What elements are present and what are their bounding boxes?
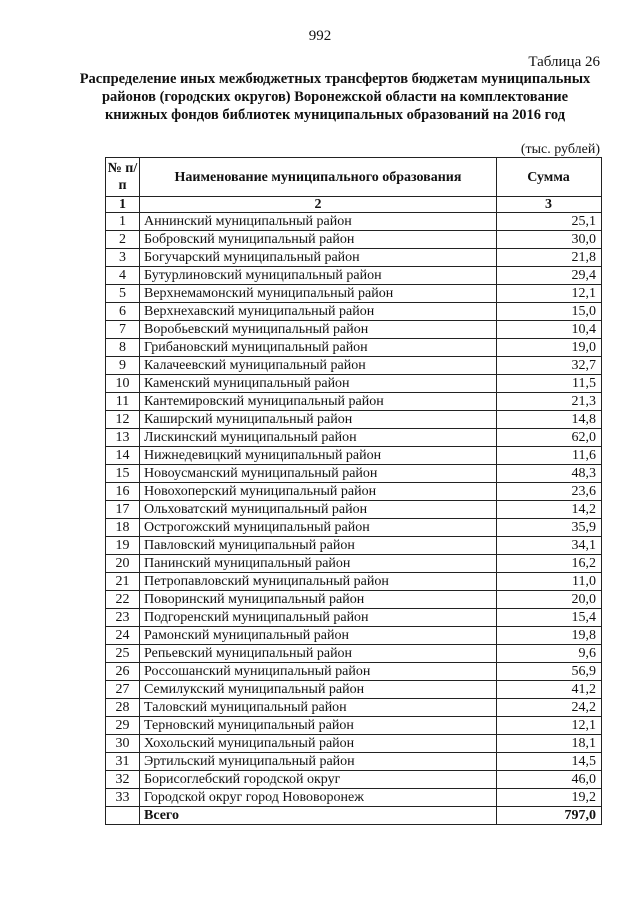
row-number: 19 [106, 537, 140, 555]
row-number: 7 [106, 321, 140, 339]
table-row [106, 483, 602, 501]
row-name: Острогожский муниципальный район [140, 519, 497, 537]
row-sum: 19,8 [497, 627, 602, 645]
row-name: Кантемировский муниципальный район [140, 393, 497, 411]
table-row [106, 465, 602, 483]
units-label: (тыс. рублей) [520, 142, 600, 157]
row-name: Бутурлиновский муниципальный район [140, 267, 497, 285]
row-name: Новоусманский муниципальный район [140, 465, 497, 483]
row-name: Грибановский муниципальный район [140, 339, 497, 357]
row-name: Терновский муниципальный район [140, 717, 497, 735]
table-row [106, 645, 602, 663]
total-sum: 797,0 [497, 807, 602, 825]
table-row [106, 249, 602, 267]
row-sum: 15,0 [497, 303, 602, 321]
row-number: 17 [106, 501, 140, 519]
table-row [106, 699, 602, 717]
row-sum: 62,0 [497, 429, 602, 447]
row-name: Россошанский муниципальный район [140, 663, 497, 681]
row-name: Семилукский муниципальный район [140, 681, 497, 699]
row-number: 9 [106, 357, 140, 375]
table-row [106, 357, 602, 375]
row-sum: 34,1 [497, 537, 602, 555]
row-name: Калачеевский муниципальный район [140, 357, 497, 375]
table-row [106, 339, 602, 357]
page-number: 992 [308, 28, 332, 44]
row-sum: 16,2 [497, 555, 602, 573]
document-title: Распределение иных межбюджетных трансфертов бюджетам муниципальных районов (городских округов) Воронежской области на комплектование книжных фондов библиотек муниципальных образований на 2016 год [79, 71, 591, 123]
table-row [106, 411, 602, 429]
row-sum: 41,2 [497, 681, 602, 699]
row-name: Каширский муниципальный район [140, 411, 497, 429]
row-name: Городской округ город Нововоронеж [140, 789, 497, 807]
row-name: Павловский муниципальный район [140, 537, 497, 555]
row-name: Воробьевский муниципальный район [140, 321, 497, 339]
table-row [106, 717, 602, 735]
table-row [106, 573, 602, 591]
row-sum: 18,1 [497, 735, 602, 753]
row-number: 22 [106, 591, 140, 609]
row-name: Богучарский муниципальный район [140, 249, 497, 267]
row-name: Хохольский муниципальный район [140, 735, 497, 753]
table-row [106, 393, 602, 411]
row-number: 20 [106, 555, 140, 573]
row-number: 32 [106, 771, 140, 789]
row-name: Верхнехавский муниципальный район [140, 303, 497, 321]
row-number: 11 [106, 393, 140, 411]
total-row [106, 807, 602, 825]
row-name: Ольховатский муниципальный район [140, 501, 497, 519]
table-row [106, 789, 602, 807]
row-number: 30 [106, 735, 140, 753]
row-number: 10 [106, 375, 140, 393]
row-name: Петропавловский муниципальный район [140, 573, 497, 591]
row-name: Борисоглебский городской округ [140, 771, 497, 789]
row-number: 12 [106, 411, 140, 429]
row-sum: 19,2 [497, 789, 602, 807]
row-sum: 46,0 [497, 771, 602, 789]
row-number: 1 [106, 213, 140, 231]
row-name: Рамонский муниципальный район [140, 627, 497, 645]
row-sum: 19,0 [497, 339, 602, 357]
table-label: Таблица 26 [528, 54, 600, 70]
table-row [106, 375, 602, 393]
row-name: Бобровский муниципальный район [140, 231, 497, 249]
row-sum: 9,6 [497, 645, 602, 663]
row-sum: 35,9 [497, 519, 602, 537]
row-name: Новохоперский муниципальный район [140, 483, 497, 501]
row-number: 2 [106, 231, 140, 249]
row-sum: 24,2 [497, 699, 602, 717]
header-number: № п/п [106, 158, 140, 197]
row-number: 24 [106, 627, 140, 645]
row-name: Эртильский муниципальный район [140, 753, 497, 771]
row-sum: 25,1 [497, 213, 602, 231]
row-name: Таловский муниципальный район [140, 699, 497, 717]
row-name: Нижнедевицкий муниципальный район [140, 447, 497, 465]
row-number: 18 [106, 519, 140, 537]
table-row [106, 735, 602, 753]
table-row [106, 663, 602, 681]
row-number: 29 [106, 717, 140, 735]
table-row [106, 447, 602, 465]
total-label: Всего [140, 807, 497, 825]
table-row [106, 321, 602, 339]
table-row [106, 519, 602, 537]
row-sum: 15,4 [497, 609, 602, 627]
column-number-2: 2 [140, 197, 497, 213]
row-sum: 21,3 [497, 393, 602, 411]
row-sum: 48,3 [497, 465, 602, 483]
table-row [106, 555, 602, 573]
table-row [106, 501, 602, 519]
table-row [106, 627, 602, 645]
row-sum: 12,1 [497, 717, 602, 735]
table-row [106, 537, 602, 555]
table-row [106, 267, 602, 285]
row-sum: 11,0 [497, 573, 602, 591]
table-row [106, 681, 602, 699]
table-row [106, 429, 602, 447]
column-number-3: 3 [497, 197, 602, 213]
column-number-row [106, 197, 602, 213]
row-number: 5 [106, 285, 140, 303]
row-name: Каменский муниципальный район [140, 375, 497, 393]
header-sum: Сумма [497, 158, 602, 197]
row-sum: 29,4 [497, 267, 602, 285]
table-row [106, 609, 602, 627]
row-number: 23 [106, 609, 140, 627]
allocation-table [105, 157, 602, 825]
row-sum: 20,0 [497, 591, 602, 609]
row-number: 14 [106, 447, 140, 465]
row-sum: 56,9 [497, 663, 602, 681]
row-number: 8 [106, 339, 140, 357]
header-name: Наименование муниципального образования [140, 158, 497, 197]
table-body [106, 213, 602, 807]
row-name: Поворинский муниципальный район [140, 591, 497, 609]
table-row [106, 231, 602, 249]
row-number: 6 [106, 303, 140, 321]
column-number-1: 1 [106, 197, 140, 213]
row-sum: 23,6 [497, 483, 602, 501]
row-number: 16 [106, 483, 140, 501]
row-name: Подгоренский муниципальный район [140, 609, 497, 627]
table-row [106, 771, 602, 789]
row-sum: 14,2 [497, 501, 602, 519]
row-name: Аннинский муниципальный район [140, 213, 497, 231]
table-row [106, 591, 602, 609]
row-sum: 14,8 [497, 411, 602, 429]
row-sum: 32,7 [497, 357, 602, 375]
total-number-cell [106, 807, 140, 825]
row-number: 25 [106, 645, 140, 663]
row-sum: 11,5 [497, 375, 602, 393]
row-number: 15 [106, 465, 140, 483]
table-row [106, 303, 602, 321]
table-row [106, 213, 602, 231]
row-number: 28 [106, 699, 140, 717]
row-name: Лискинский муниципальный район [140, 429, 497, 447]
row-name: Панинский муниципальный район [140, 555, 497, 573]
row-sum: 21,8 [497, 249, 602, 267]
row-sum: 10,4 [497, 321, 602, 339]
row-number: 21 [106, 573, 140, 591]
row-sum: 14,5 [497, 753, 602, 771]
row-number: 27 [106, 681, 140, 699]
table-row [106, 753, 602, 771]
table-row [106, 285, 602, 303]
row-name: Репьевский муниципальный район [140, 645, 497, 663]
row-number: 26 [106, 663, 140, 681]
row-number: 13 [106, 429, 140, 447]
row-sum: 11,6 [497, 447, 602, 465]
row-sum: 30,0 [497, 231, 602, 249]
table-header-row [106, 158, 602, 197]
row-number: 3 [106, 249, 140, 267]
row-name: Верхнемамонский муниципальный район [140, 285, 497, 303]
row-number: 4 [106, 267, 140, 285]
row-sum: 12,1 [497, 285, 602, 303]
row-number: 33 [106, 789, 140, 807]
row-number: 31 [106, 753, 140, 771]
